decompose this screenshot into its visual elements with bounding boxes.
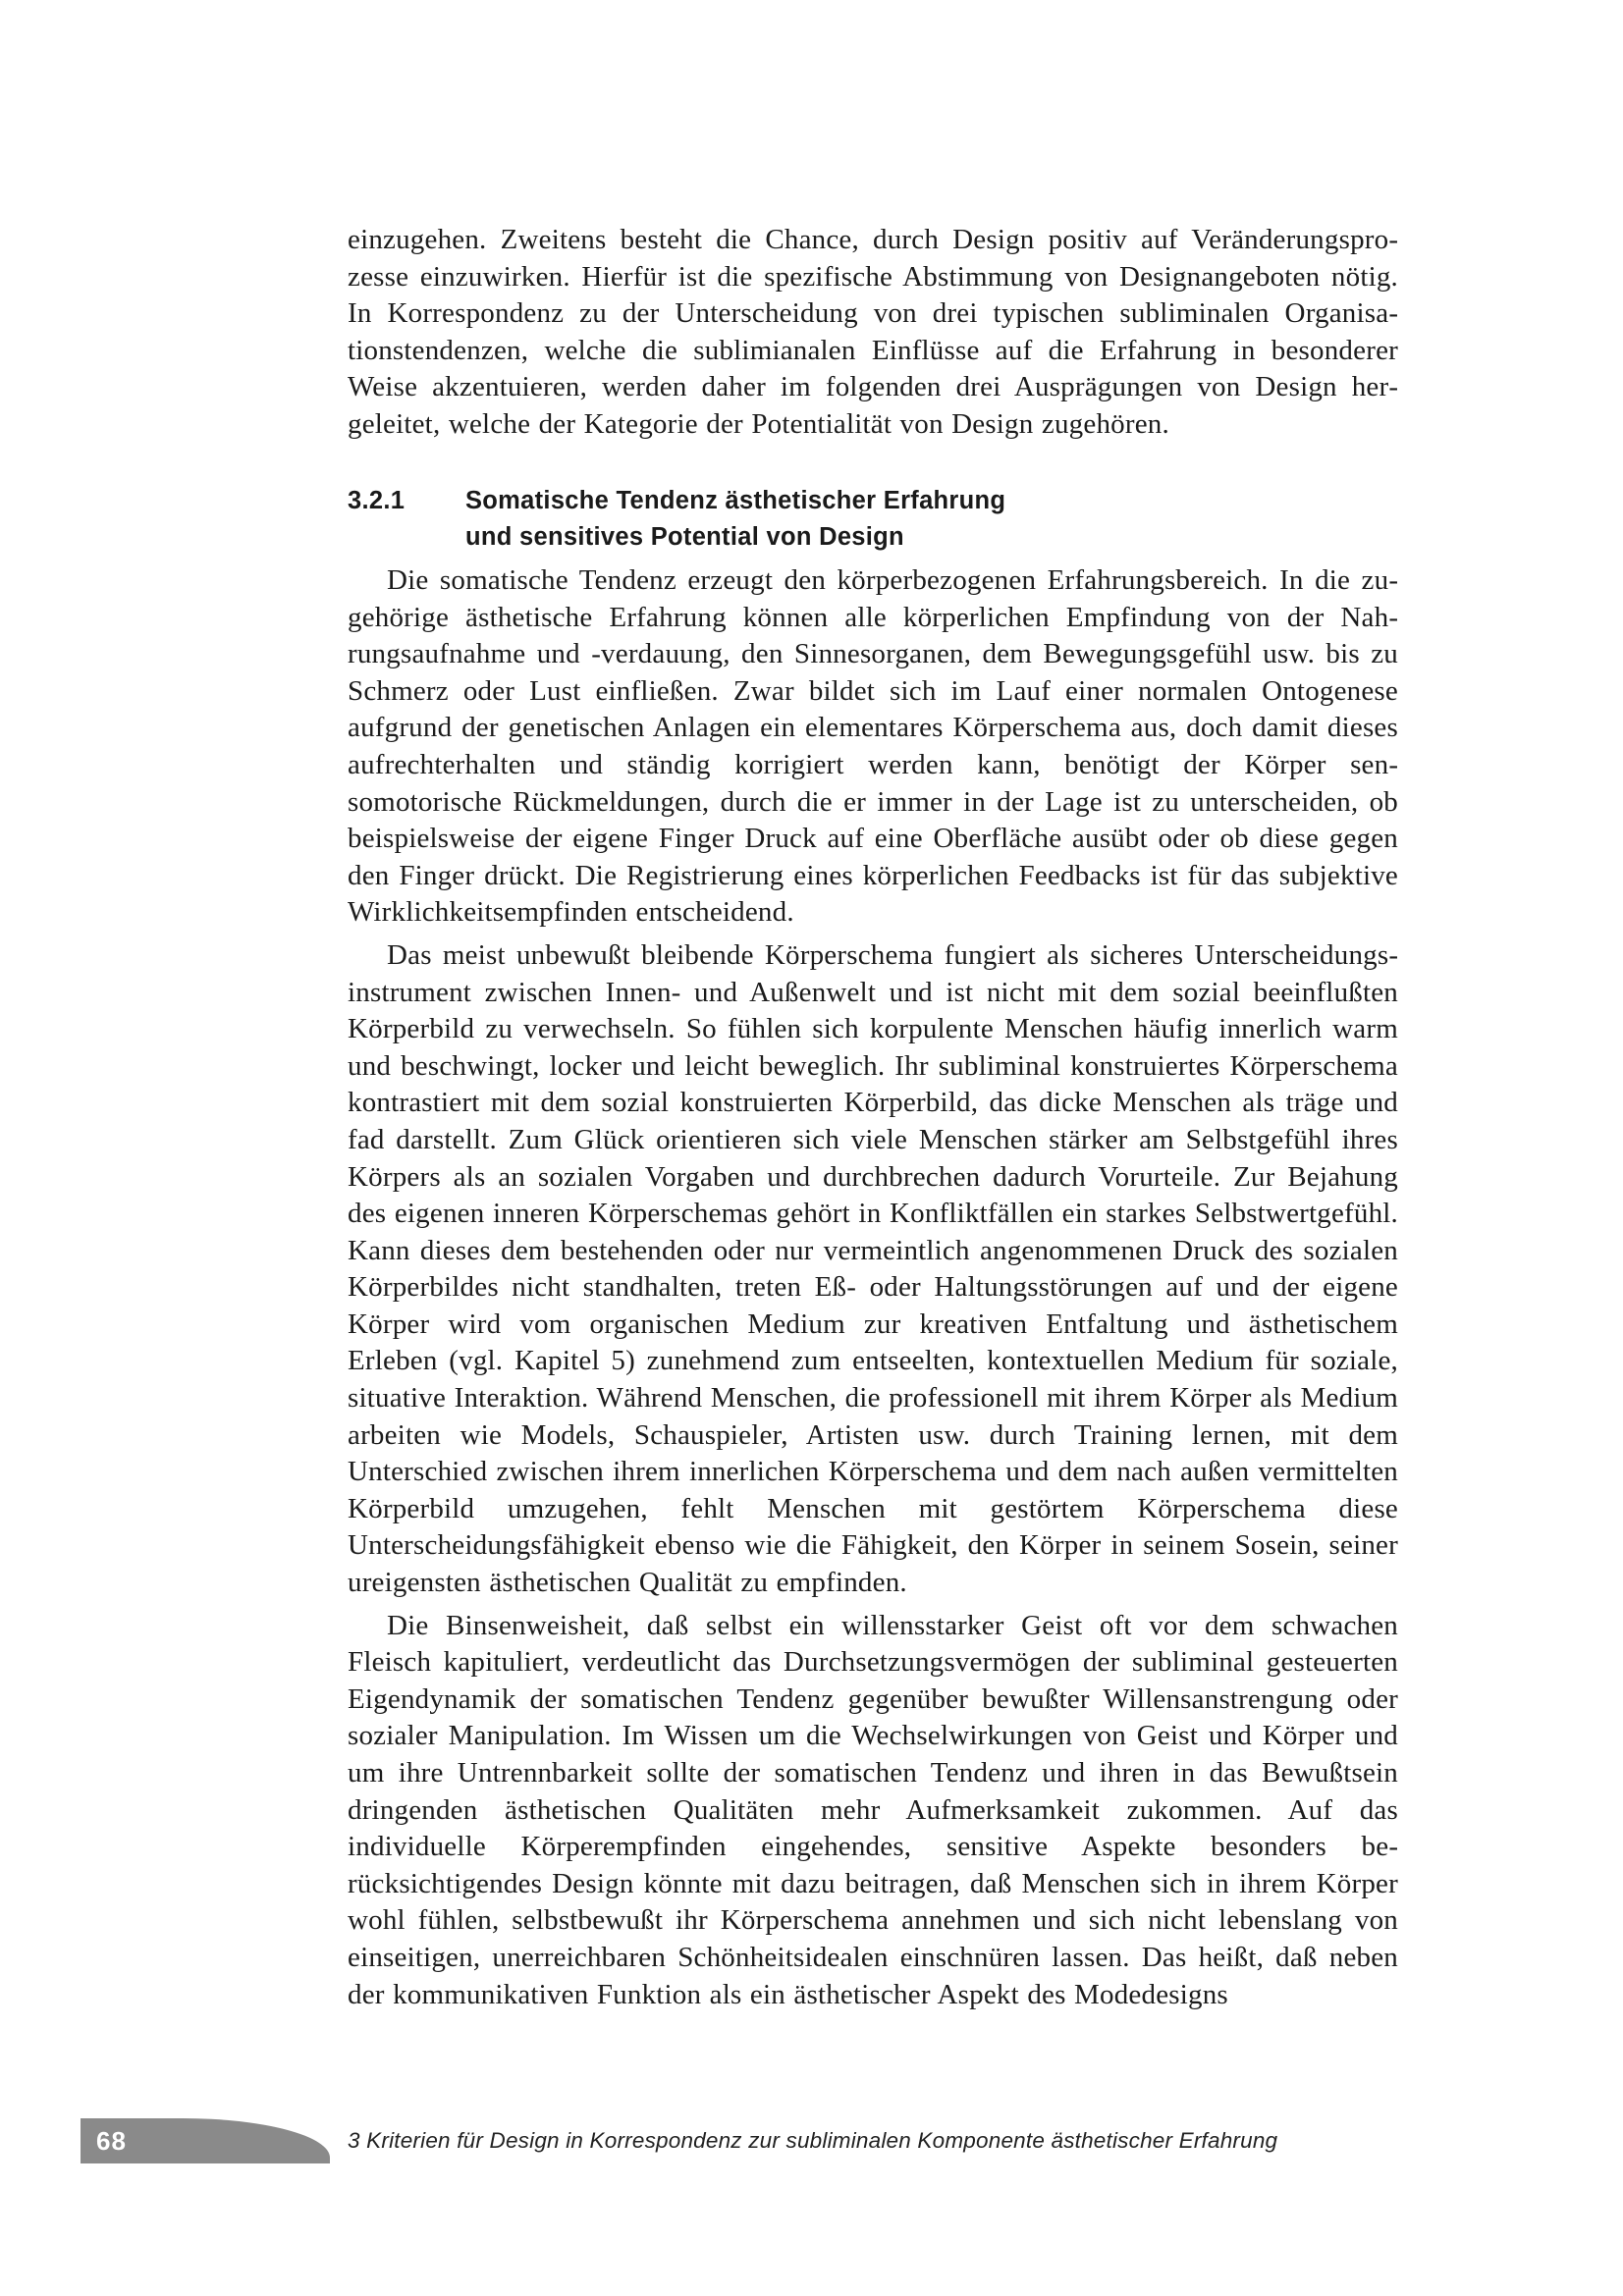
body-paragraph: Das meist unbewußt bleibende Körperschema fungiert als sicheres Unterscheidungsinstrument zwischen Innen- und Außenwelt und ist nicht mit dem sozial beeinflußten Körperbild zu verwechseln. So fühlen sich korpulente Menschen häufig innerlich warm und beschwingt, locker und leicht beweglich. Ihr subliminal konstruiertes Körperschema kontrastiert mit dem sozial konstruierten Körperbild, das dicke Menschen als träge und fad darstellt. Zum Glück orientieren sich viele Menschen stärker am Selbstgefühl ihres Körpers als an sozialen Vorgaben und durchbrechen dadurch Vorurteile. Zur Bejahung des eigenen inneren Körperschemas gehört in Konfliktfällen ein starkes Selbstwertgefühl. Kann dieses dem bestehenden oder nur vermeintlich angenommenen Druck des sozialen Körperbildes nicht standhalten, treten Eß- oder Haltungsstörungen auf und der eigene Körper wird vom organischen Medium zur kreativen Entfaltung und ästhetischem Erleben (vgl. Kapitel 5) zunehmend zum entseelten, kontextuellen Medium für soziale, situative Interaktion. Während Menschen, die professionell mit ihrem Körper als Medium arbeiten wie Models, Schauspieler, Artisten usw. durch Training lernen, mit dem Unterschied zwischen ihrem innerlichen Körperschema und dem nach außen vermittelten Körperbild umzugehen, fehlt Menschen mit gestörtem Körperschema diese Unterscheidungsfähigkeit ebenso wie die Fähigkeit, den Körper in seinem Sosein, seiner ureigensten ästhetischen Qualität zu empfinden. — [348, 938, 1398, 1599]
body-paragraph: Die Binsenweisheit, daß selbst ein willensstarker Geist oft vor dem schwachen Fleisch kapituliert, verdeutlicht das Durchsetzungsvermögen der subliminal gesteuerten Eigendynamik der somatischen Tendenz gegenüber bewußter Willensanstrengung oder sozialer Manipulation. Im Wissen um die Wechselwirkungen von Geist und Körper und um ihre Untrennbarkeit sollte der somatischen Tendenz und ihren in das Bewußtsein dringenden ästhetischen Qualitäten mehr Aufmerksamkeit zukommen. Auf das individuelle Körperempfinden eingehendes, sensitive Aspekte besonders berücksichtigendes Design könnte mit dazu beitragen, daß Menschen sich in ihrem Körper wohl fühlen, selbstbewußt ihr Körperschema annehmen und sich nicht lebenslang von einseitigen, unerreichbaren Schönheitsidealen einschnüren lassen. Das heißt, daß neben der kommunikativen Funktion als ein ästhetischer Aspekt des Modedesigns — [348, 1609, 1398, 2010]
intro-paragraph: einzugehen. Zweitens besteht die Chance, durch Design positiv auf Veränderungsprozesse einzuwirken. Hierfür ist die spezifische Abstimmung von Designangeboten nötig. In Korrespondenz zu der Unterscheidung von drei typischen subliminalen Organisationstendenzen, welche die sublimianalen Einflüsse auf die Erfahrung in besonderer Weise akzentuieren, werden daher im folgenden drei Ausprägungen von Design hergeleitet, welche der Kategorie der Potentialität von Design zugehören. — [348, 224, 1398, 440]
section-title-line-1: Somatische Tendenz ästhetischer Erfahrung — [465, 487, 1006, 514]
section-body — [348, 562, 1398, 2013]
section-title-line-2: und sensitives Potential von Design — [465, 523, 904, 551]
running-footer-title: 3 Kriterien für Design in Korrespondenz zur subliminalen Komponente ästhetischer Erfahrung — [348, 2128, 1278, 2153]
section-number: 3.2.1 — [348, 487, 406, 514]
page-number: 68 — [96, 2126, 127, 2156]
body-paragraph: Die somatische Tendenz erzeugt den körperbezogenen Erfahrungsbereich. In die zugehörige ästhetische Erfahrung können alle körperlichen Empfindung von der Nahrungsaufnahme und -verdauung, den Sinnesorganen, dem Bewegungsgefühl usw. bis zu Schmerz oder Lust einfließen. Zwar bildet sich im Lauf einer normalen Ontogenese aufgrund der genetischen Anlagen ein elementares Körperschema aus, doch damit dieses aufrechterhalten und ständig korrigiert werden kann, benötigt der Körper sensomotorische Rückmeldungen, durch die er immer in der Lage ist zu unterscheiden, ob beispielsweise der eigene Finger Druck auf eine Oberfläche ausübt oder ob diese gegen den Finger drückt. Die Registrierung eines körperlichen Feedbacks ist für das subjektive Wirklichkeitsempfinden entscheidend. — [348, 564, 1398, 929]
intro-text — [348, 222, 1398, 444]
